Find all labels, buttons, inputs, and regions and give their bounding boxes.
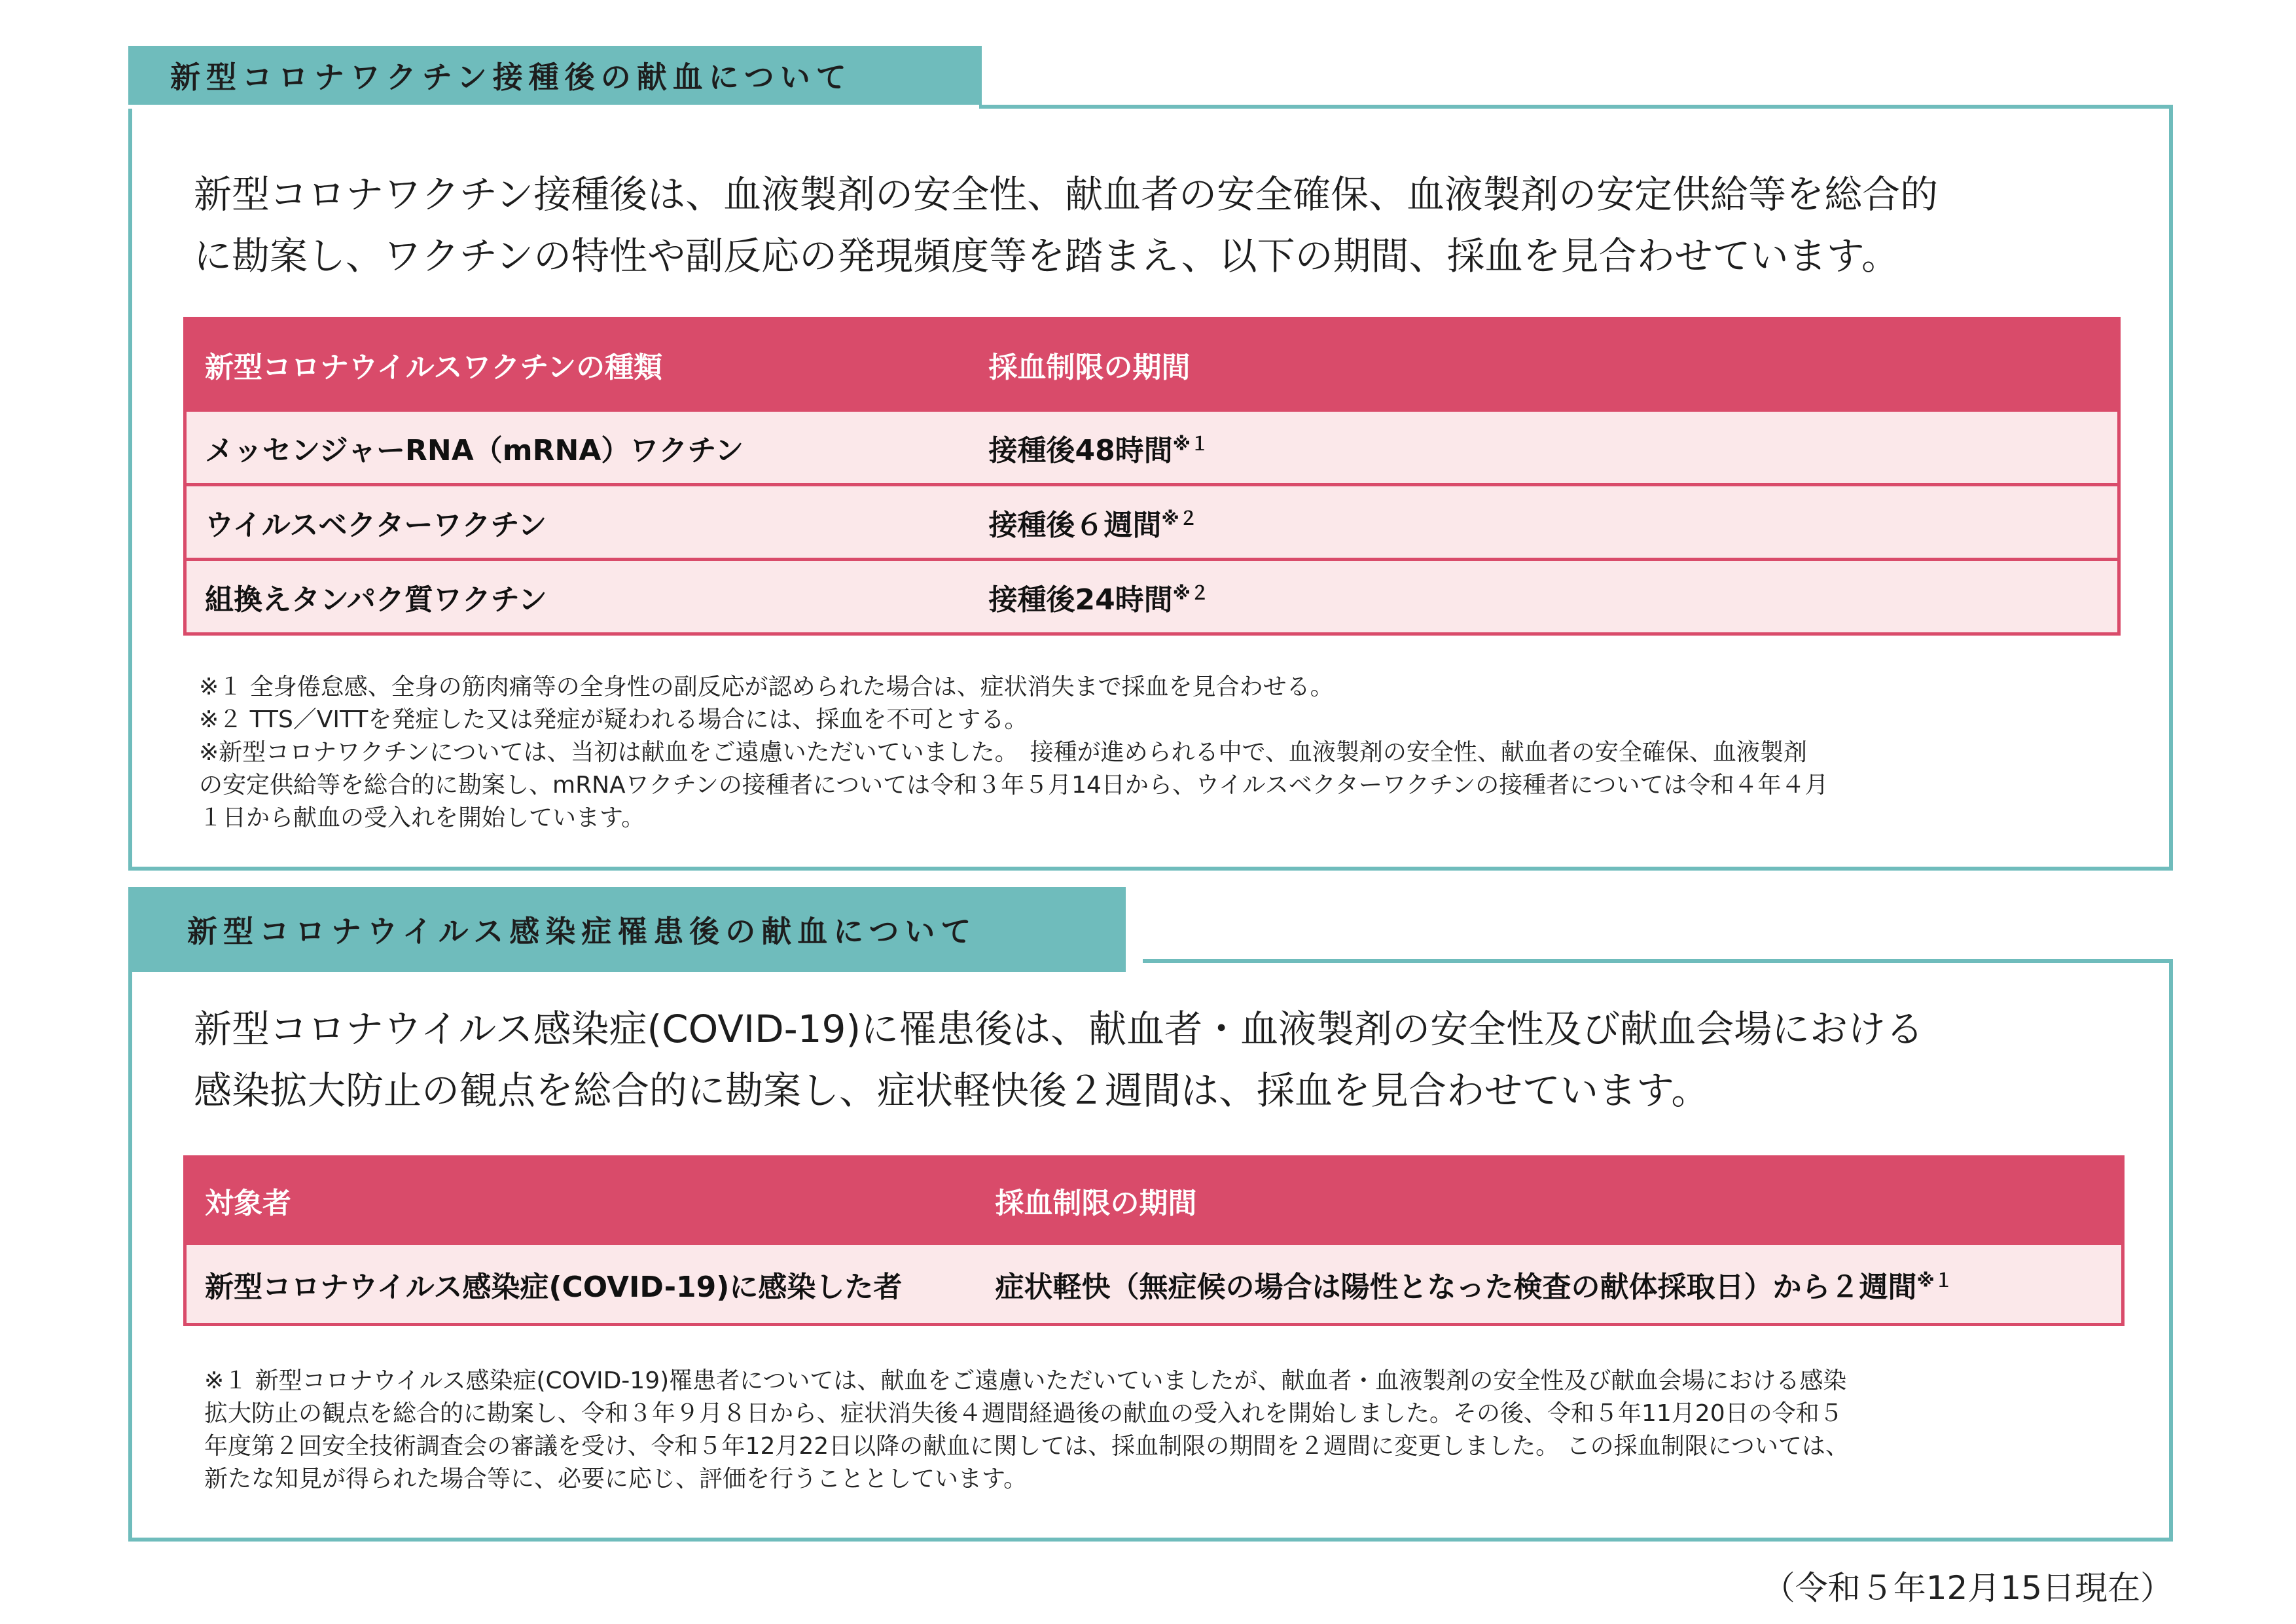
footnotes: ※１ 全身倦怠感、全身の筋肉痛等の全身性の副反応が認められた場合は、症状消失まで採血を見合わせる。 ※２ TTS／VITTを発症した又は発症が疑われる場合には、採血を不可とする。 ※新型コロナワクチンについては、当初は献血をご遠慮いただいていました。 接種が進められる中で、血液製剤の安全性、献血者の安全確保、血液製剤 の安定供給等を総合的に勘案し、mRNAワクチンの接種者については令和３年５月14日から、ウイルスベクターワクチンの接種者については令和４年４月 １日から献血の受入れを開始しています。 (199, 674, 1829, 831)
restriction-period-cell: 接種後24時間$^{※2}$ (971, 560, 2119, 634)
vaccine-section (128, 46, 2173, 871)
table-header-row (185, 319, 2119, 410)
table-row (185, 410, 2119, 485)
section-title-tab: 新型コロナウイルス感染症罹患後の献血について (128, 887, 1126, 972)
column-header: 新型コロナウイルスワクチンの種類 (185, 319, 971, 410)
table-row (185, 560, 2119, 634)
section-lead-text: 新型コロナワクチン接種後は、血液製剤の安全性、献血者の安全確保、血液製剤の安定供給等を総合的 に勘案し、ワクチンの特性や副反応の発現頻度等を踏まえ、以下の期間、採血を見合わせています。 (194, 172, 1939, 278)
restriction-period-cell: 接種後48時間$^{※1}$ (971, 410, 2119, 485)
infection-section (128, 887, 2173, 1542)
restriction-period-cell: 症状軽快（無症候の場合は陽性となった検査の献体採取日）から２週間$^{※1}$ (977, 1244, 2123, 1325)
section-lead-text: 新型コロナウイルス感染症(COVID-19)に罹患後は、献血者・血液製剤の安全性及び献血会場における 感染拡大防止の観点を総合的に勘案し、症状軽快後２週間は、採血を見合わせています。 (194, 1007, 1924, 1113)
table-header-row (185, 1157, 2123, 1244)
restriction-period-cell: 接種後６週間$^{※2}$ (971, 485, 2119, 560)
vaccine-type-cell: ウイルスベクターワクチン (185, 485, 971, 560)
column-header: 対象者 (185, 1157, 977, 1244)
infection-restriction-table (183, 1155, 2125, 1326)
vaccine-type-cell: メッセンジャーRNA（mRNA）ワクチン (185, 410, 971, 485)
vaccine-restriction-table (183, 317, 2121, 636)
as-of-date: （令和５年12月15日現在） (1762, 1569, 2173, 1607)
column-header: 採血制限の期間 (971, 319, 2119, 410)
target-person-cell: 新型コロナウイルス感染症(COVID-19)に感染した者 (185, 1244, 977, 1325)
table-row (185, 485, 2119, 560)
table-row (185, 1244, 2123, 1325)
footnotes: ※１ 新型コロナウイルス感染症(COVID-19)罹患者については、献血をご遠慮いただいていましたが、献血者・血液製剤の安全性及び献血会場における感染 拡大防止の観点を総合的に勘案し、令和３年９月８日から、症状消失後４週間経過後の献血の受入れを開始しました。その後、令和５年11月20日の令和５ 年度第２回安全技術調査会の審議を受け、令和５年12月22日以降の献血に関しては、採血制限の期間を２週間に変更しました。 この採血制限については、 新たな知見が得られた場合等に、必要に応じ、評価を行うこととしています。 (204, 1367, 1849, 1492)
section-title-tab: 新型コロナワクチン接種後の献血について (128, 46, 982, 105)
vaccine-type-cell: 組換えタンパク質ワクチン (185, 560, 971, 634)
column-header: 採血制限の期間 (977, 1157, 2123, 1244)
